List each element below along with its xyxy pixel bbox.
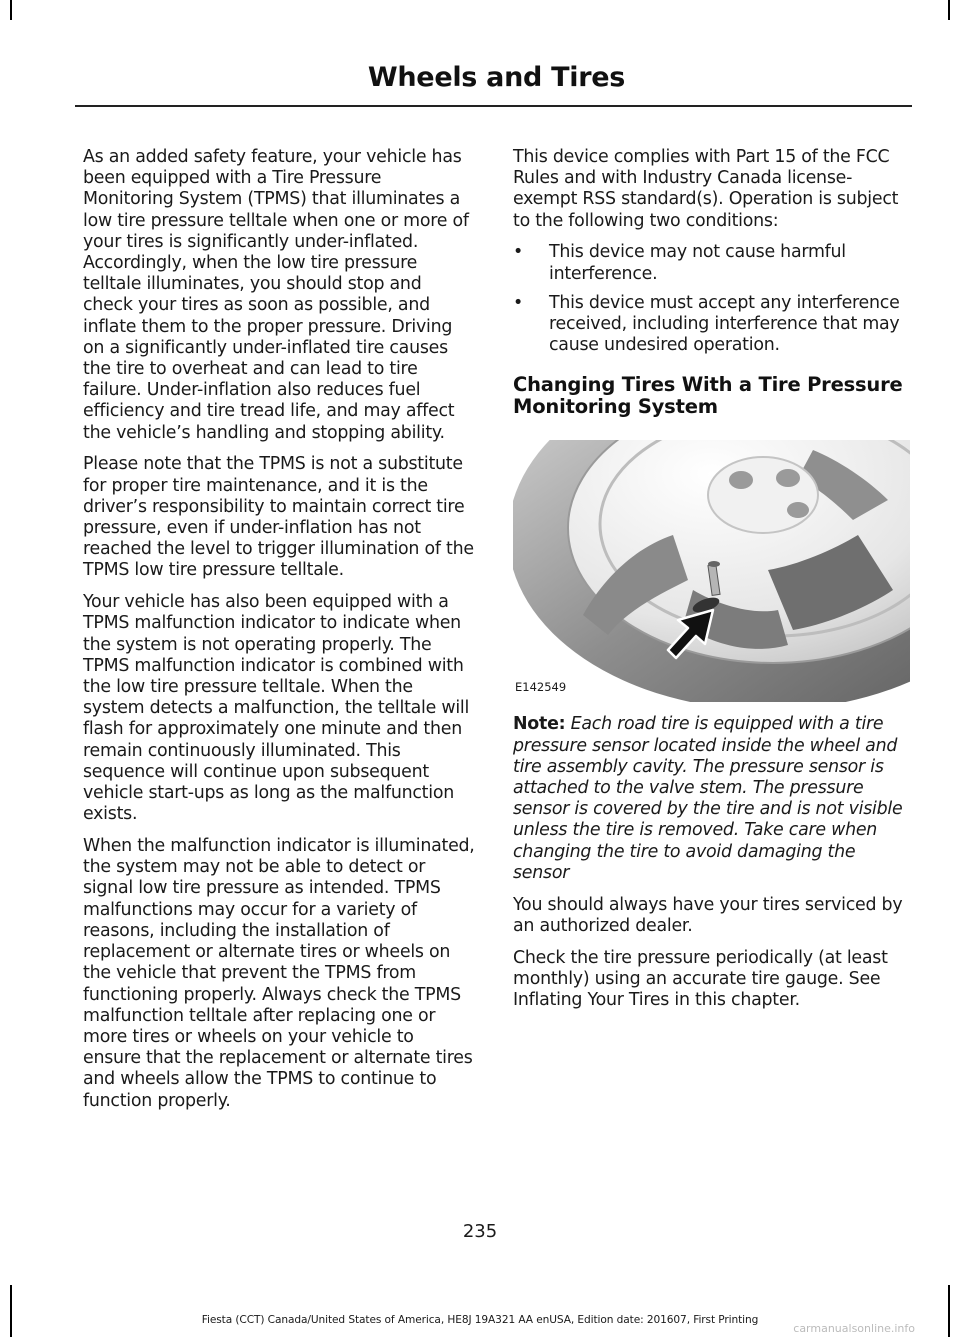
crop-mark-bottom-right [948, 1285, 950, 1337]
figure-code: E142549 [515, 680, 567, 695]
right-column [513, 147, 910, 1022]
list-item [513, 293, 910, 357]
bullet-text: This device must accept any interference received, including interference that may cause undesired operation. [549, 292, 900, 356]
paragraph: Please note that the TPMS is not a substitute for proper tire maintenance, and it is the driver’s responsibility to maintain correct tire pressure, even if under-inflation has not reached the level to trigger illumination of the TPMS low tire pressure telltale. [83, 454, 474, 581]
bullet-symbol: • [513, 242, 524, 263]
paragraph: As an added safety feature, your vehicle has been equipped with a Tire Pressure Monitoring System (TPMS) that illuminates a low tire pressure telltale when one or more of your tires is significantly under-inflated. Accordingly, when the low tire pressure telltale illuminates, you should stop and check your tires as soon as possible, and inflate them to the proper pressure. Driving on a significantly under-inflated tire causes the tire to overheat and can lead to tire failure. Under-inflation also reduces fuel efficiency and tire tread life, and may affect the vehicle’s handling and stopping ability. [83, 147, 469, 443]
paragraph: Check the tire pressure periodically (at least monthly) using an accurate tire gauge. See Inflating Your Tires in this chapter. [513, 947, 888, 1011]
paragraph: Your vehicle has also been equipped with a TPMS malfunction indicator to indicate when the system is not operating properly. The TPMS malfunction indicator is combined with the low tire pressure telltale. When the system detects a malfunction, the telltale will flash for approximately one minute and then remain continuously illuminated. This sequence will continue upon subsequent vehicle start-ups as long as the malfunction exists. [83, 592, 470, 825]
bullet-text: This device may not cause harmful interference. [549, 242, 846, 284]
wheel-illustration-svg [513, 440, 910, 702]
paragraph: This device complies with Part 15 of the FCC Rules and with Industry Canada license-exempt RSS standard(s). Operation is subject to the following two conditions: [513, 147, 899, 231]
paragraph: When the malfunction indicator is illuminated, the system may not be able to detect or signal low tire pressure as intended. TPMS malfunctions may occur for a variety of reasons, including the installation of replacement or alternate tires or wheels on the vehicle that prevent the TPMS from functioning properly. Always check the TPMS malfunction telltale after replacing one or more tires or wheels on your vehicle to ensure that the replacement or alternate tires and wheels allow the TPMS to continue to function properly. [83, 836, 475, 1111]
list-item [513, 242, 910, 284]
note-text: Each road tire is equipped with a tire pressure sensor located inside the wheel and tire assembly cavity. The pressure sensor is attached to the valve stem. The pressure sensor is covered by the tire and is not visible unless the tire is removed. Take care when changing the tire to avoid damaging the sensor [513, 714, 903, 883]
watermark: carmanualsonline.info [793, 1322, 915, 1335]
bullet-list [513, 242, 910, 356]
crop-mark-top-right [948, 0, 950, 20]
crop-mark-bottom-left [10, 1285, 12, 1337]
crop-mark-top-left [10, 0, 12, 20]
left-column [83, 147, 475, 1122]
header-rule [75, 105, 912, 107]
tire-valve-illustration [513, 440, 910, 702]
footer-edition-info: Fiesta (CCT) Canada/United States of America, HE8J 19A321 AA enUSA, Edition date: 201607, First Printing [201, 1314, 759, 1326]
section-heading: Changing Tires With a Tire Pressure Monitoring System [513, 373, 903, 419]
note [513, 714, 910, 884]
page-number: 235 [462, 1221, 498, 1242]
bullet-symbol: • [513, 292, 524, 313]
page-title: Wheels and Tires [367, 62, 625, 93]
note-label: Note: [513, 714, 566, 735]
paragraph: You should always have your tires serviced by an authorized dealer. [513, 894, 903, 936]
